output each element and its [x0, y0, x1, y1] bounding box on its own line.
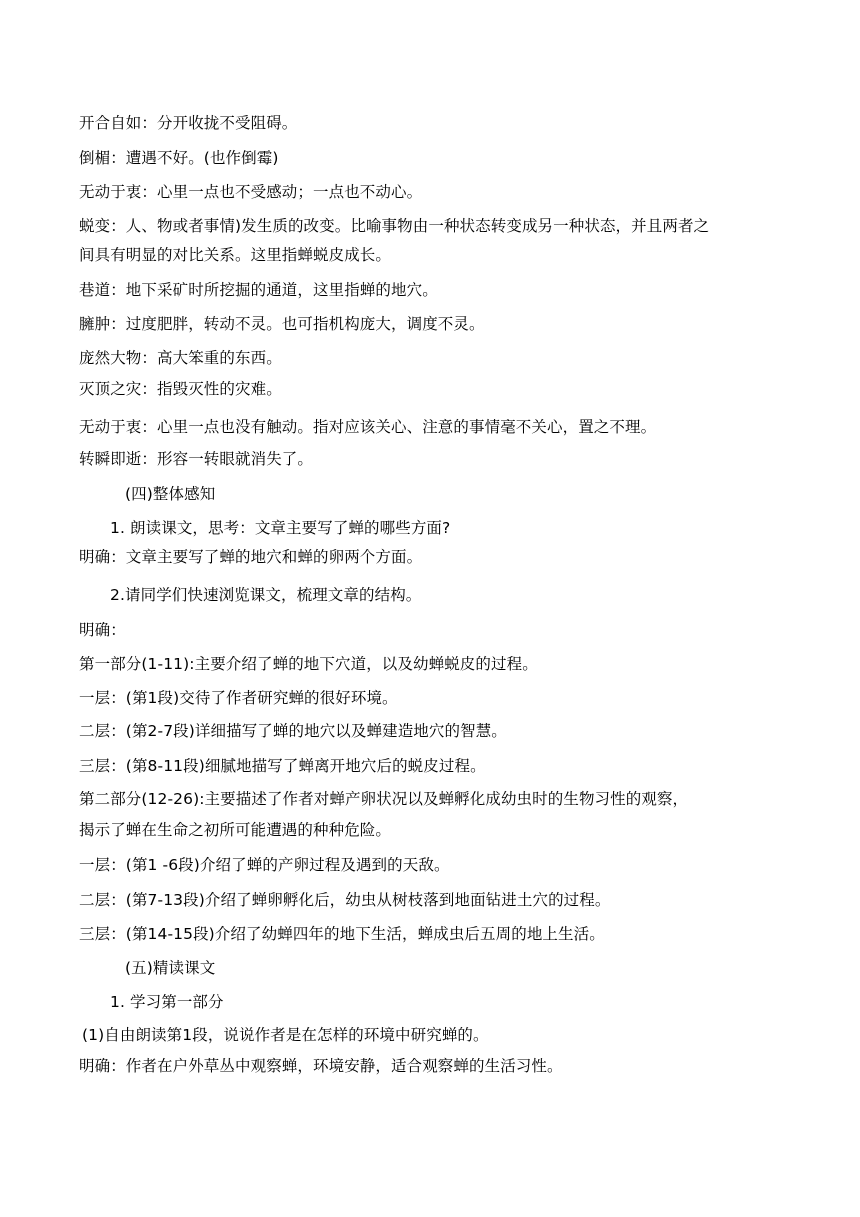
answer-2-label: 明确： — [79, 621, 126, 639]
close-reading-question-1: (1)自由朗读第1段，说说作者是在怎样的环境中研究蝉的。 — [82, 1026, 489, 1044]
question-1: 1. 朗读课文，思考：文章主要写了蝉的哪些方面? — [110, 519, 451, 537]
definition-yongzhong: 臃肿：过度肥胖，转动不灵。也可指机构庞大，调度不灵。 — [79, 315, 485, 333]
definition-tuibian-line-2: 间具有明显的对比关系。这里指蝉蜕皮成长。 — [79, 246, 392, 264]
question-2: 2.请同学们快速浏览课文，梳理文章的结构。 — [110, 586, 422, 604]
definition-daomei: 倒楣：遭遇不好。(也作倒霉) — [79, 149, 279, 167]
part-two-layer-3: 三层：(第14-15段)介绍了幼蝉四年的地下生活，蝉成虫后五周的地上生活。 — [79, 925, 605, 943]
part-two-summary-line-2: 揭示了蝉在生命之初所可能遭遇的种种危险。 — [79, 821, 392, 839]
definition-kaihe: 开合自如：分开收拢不受阻碍。 — [79, 114, 298, 132]
part-two-summary-line-1: 第二部分(12-26):主要描述了作者对蝉产卵状况以及蝉孵化成幼虫时的生物习性的观察， — [79, 790, 689, 808]
definition-zhuanshunjishi: 转瞬即逝：形容一转眼就消失了。 — [79, 450, 314, 468]
part-one-summary: 第一部分(1-11):主要介绍了蝉的地下穴道，以及幼蝉蜕皮的过程。 — [79, 655, 538, 673]
close-reading-answer-1: 明确：作者在户外草丛中观察蝉，环境安静，适合观察蝉的生活习性。 — [79, 1057, 563, 1075]
part-one-layer-1: 一层：(第1段)交待了作者研究蝉的很好环境。 — [79, 689, 398, 707]
definition-wudongyuzhong-1: 无动于衷：心里一点也不受感动；一点也不动心。 — [79, 183, 423, 201]
part-two-layer-1: 一层：(第1 -6段)介绍了蝉的产卵过程及遇到的天敌。 — [79, 856, 450, 874]
definition-tuibian-line-1: 蜕变：人、物或者事情)发生质的改变。比喻事物由一种状态转变成另一种状态，并且两者之 — [79, 217, 710, 235]
part-two-layer-2: 二层：(第7-13段)介绍了蝉卵孵化后，幼虫从树枝落到地面钻进土穴的过程。 — [79, 891, 611, 909]
section-heading-close-reading: (五)精读课文 — [125, 959, 216, 977]
definition-wudongyuzhong-2: 无动于衷：心里一点也没有触动。指对应该关心、注意的事情毫不关心，置之不理。 — [79, 418, 657, 436]
part-one-layer-2: 二层：(第2-7段)详细描写了蝉的地穴以及蝉建造地穴的智慧。 — [79, 722, 507, 740]
definition-miedingzhizai: 灭顶之灾：指毁灭性的灾难。 — [79, 380, 282, 398]
answer-1: 明确：文章主要写了蝉的地穴和蝉的卵两个方面。 — [79, 548, 423, 566]
section-heading-overall: (四)整体感知 — [125, 485, 216, 503]
study-part-one-heading: 1. 学习第一部分 — [110, 993, 224, 1011]
part-one-layer-3: 三层：(第8-11段)细腻地描写了蝉离开地穴后的蜕皮过程。 — [79, 757, 486, 775]
definition-pangrandawu: 庞然大物：高大笨重的东西。 — [79, 349, 282, 367]
definition-hangdao: 巷道：地下采矿时所挖掘的通道，这里指蝉的地穴。 — [79, 281, 438, 299]
